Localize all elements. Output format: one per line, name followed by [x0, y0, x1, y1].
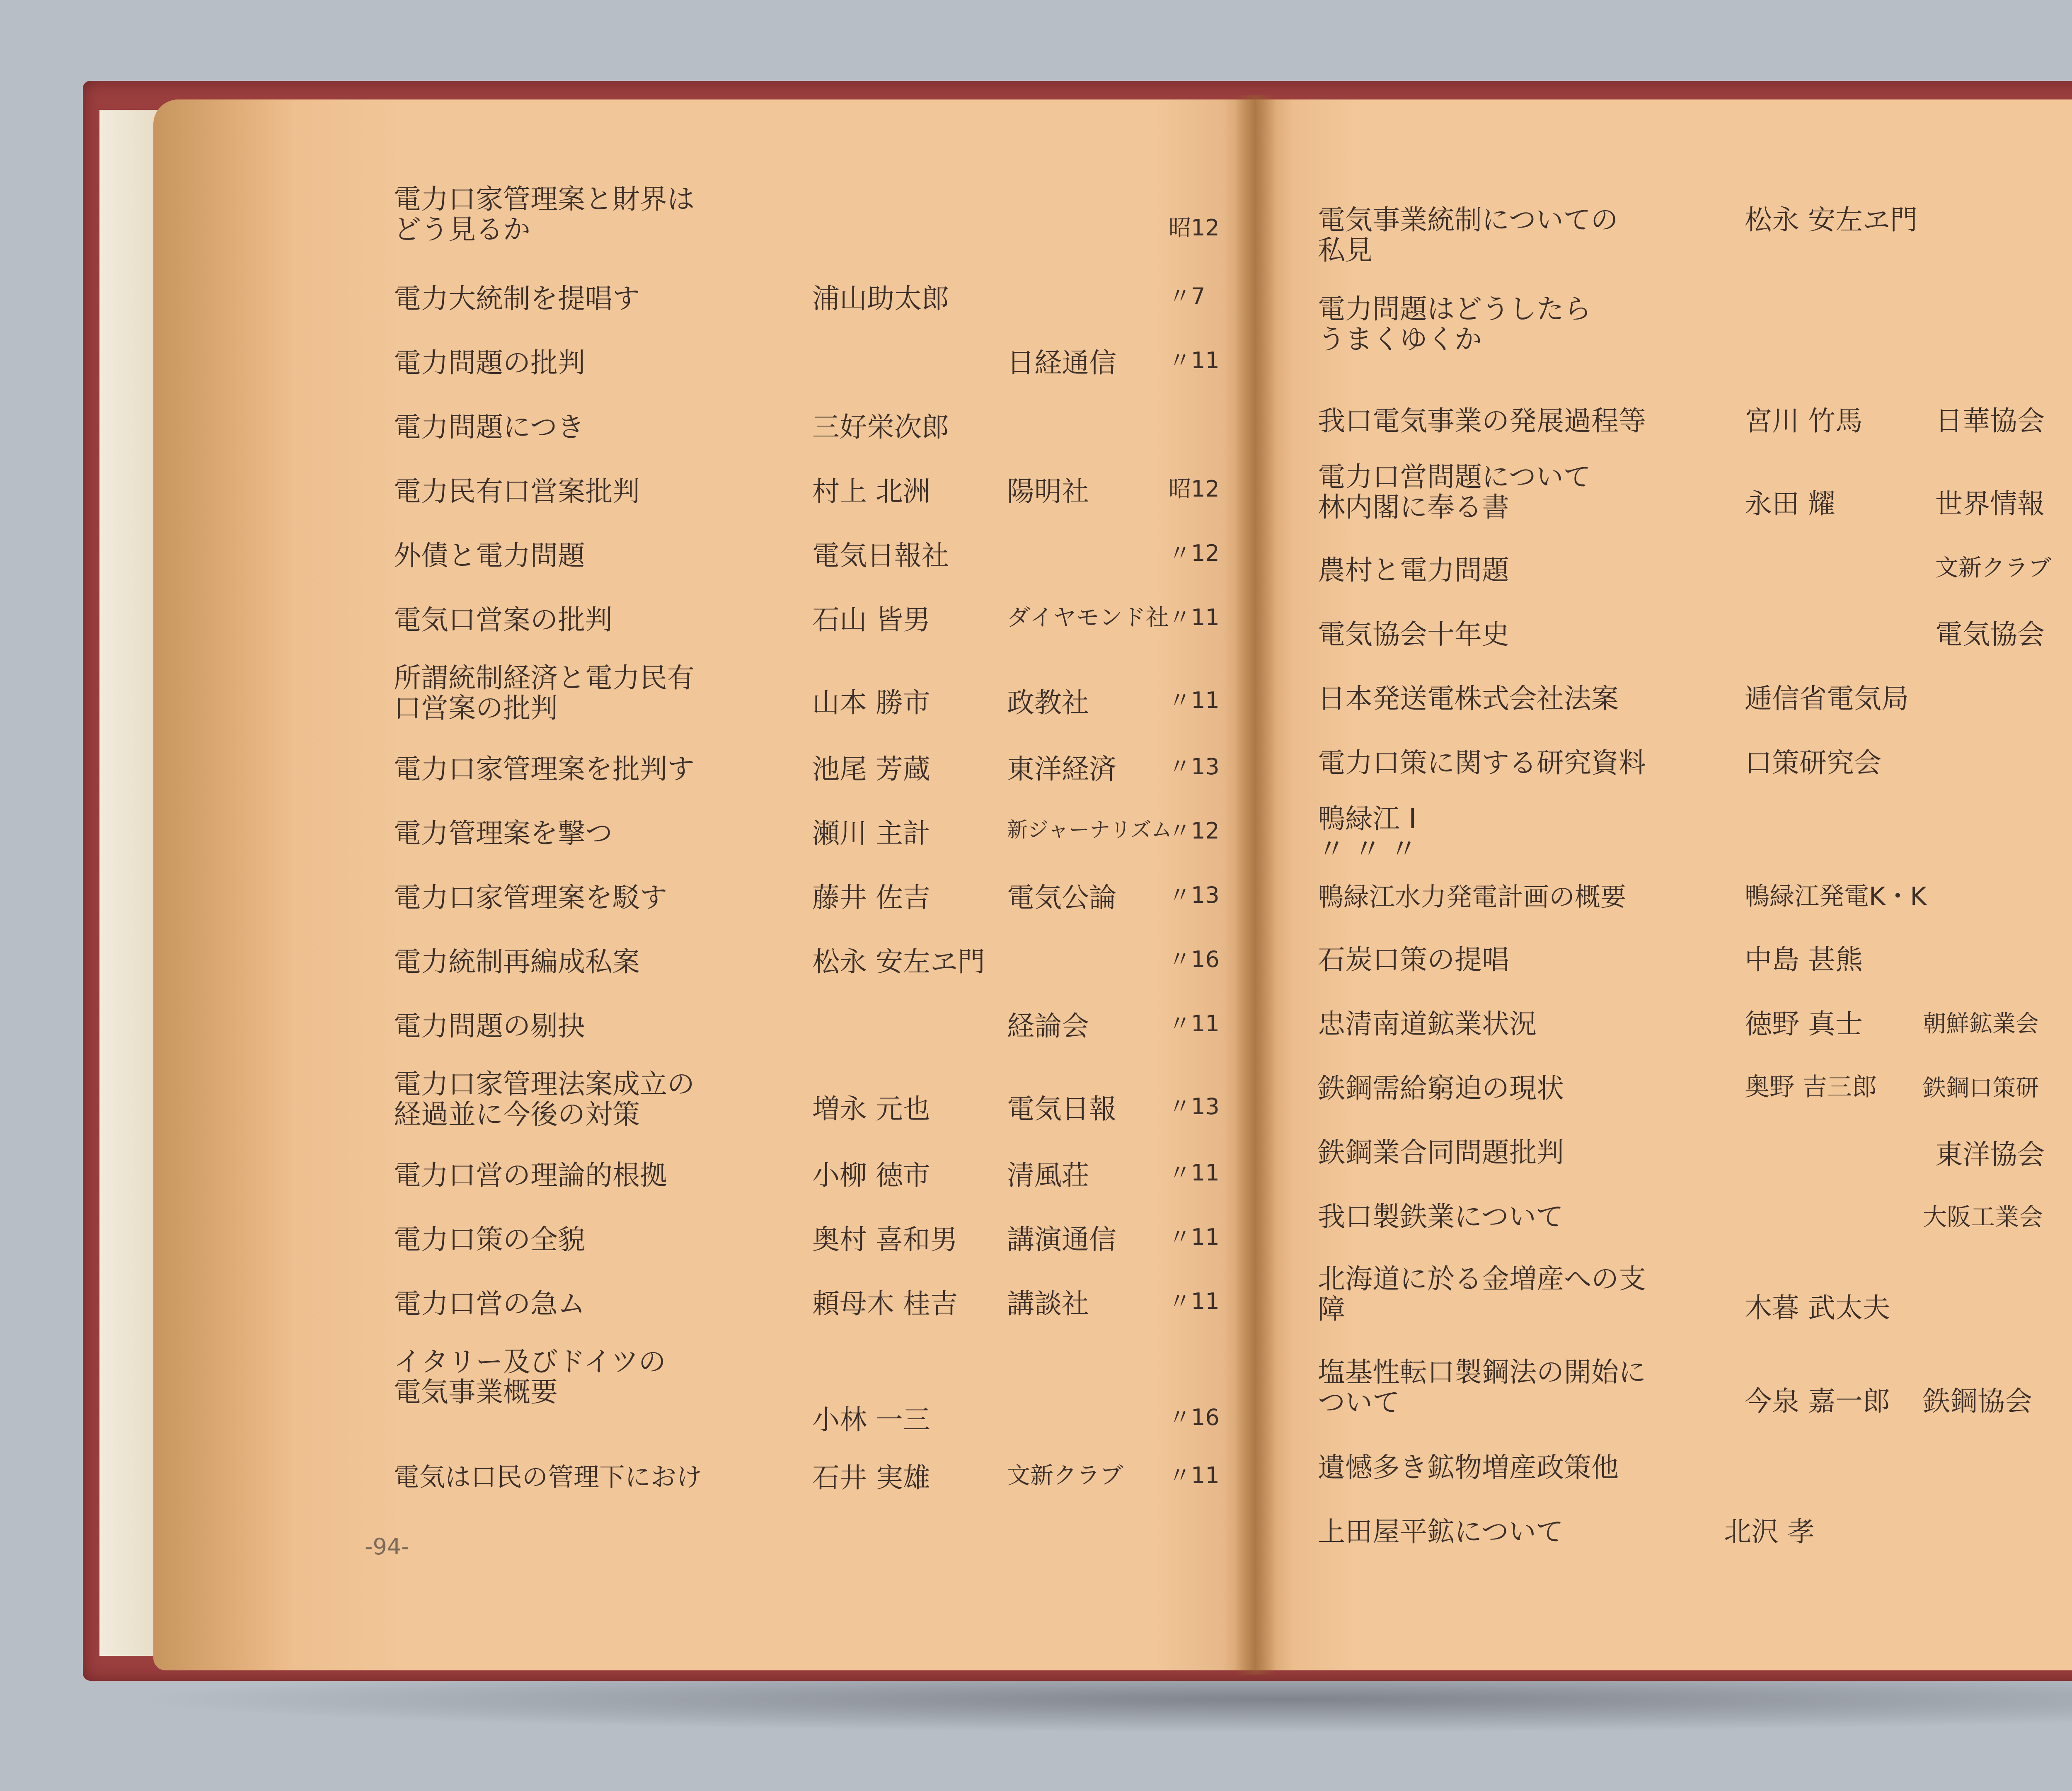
entry-author: 石井 実雄	[812, 1462, 930, 1494]
entry-title: 鴨緑江水力発電計画の概要	[1318, 882, 1627, 912]
entry-publisher: 清風荘	[1007, 1159, 1089, 1191]
entry-publisher: 講演通信	[1007, 1224, 1116, 1255]
entry-publisher: 電気公論	[1007, 882, 1116, 914]
entry-publisher: 朝鮮鉱業会	[1923, 1011, 2039, 1037]
entry-publisher: 日経通信	[1007, 347, 1116, 379]
entry-title: 鉄鋼業合同問題批判	[1318, 1137, 1564, 1168]
entry-title: 日本発送電株式会社法案	[1318, 683, 1619, 715]
entry-date: 昭12	[1169, 215, 1220, 241]
entry-date: 〃13	[1169, 882, 1220, 908]
entry-title: 遺憾多き鉱物増産政策他	[1318, 1452, 1619, 1483]
entry-author: 山本 勝市	[812, 687, 930, 719]
entry-title: 電力問題につき	[394, 411, 585, 443]
entry-title: 電力口家管理法案成立の 経過並に今後の対策	[394, 1068, 695, 1130]
entry-author: 小林 一三	[812, 1404, 930, 1436]
entry-publisher: 鉄鋼口策研	[1923, 1075, 2039, 1102]
entry-date: 昭12	[1169, 476, 1220, 502]
entry-date: 〃11	[1169, 687, 1220, 713]
entry-date: 〃11	[1169, 1011, 1220, 1037]
entry-title: 電力口家管理案を駁す	[394, 882, 667, 914]
entry-date: 〃7	[1169, 283, 1205, 309]
entry-title: 電力問題はどうしたら うまくゆくか	[1318, 293, 1591, 355]
entry-author: 小柳 徳市	[812, 1159, 930, 1191]
entry-date: 〃16	[1169, 1404, 1220, 1430]
entry-title: 所謂統制経済と電力民有 口営案の批判	[394, 662, 695, 724]
entry-publisher: 電気協会	[1935, 618, 2045, 650]
entry-author: 逓信省電気局	[1745, 683, 1909, 715]
entry-date: 〃11	[1169, 1288, 1220, 1314]
entry-publisher: ダイヤモンド社	[1007, 604, 1169, 631]
entry-author: 村上 北洲	[812, 475, 930, 507]
entry-publisher: 講談社	[1007, 1288, 1089, 1320]
entry-author: 三好栄次郎	[812, 411, 949, 443]
entry-title: 塩基性転口製鋼法の開始に ついて	[1318, 1356, 1646, 1418]
entry-title: 我口電気事業の発展過程等	[1318, 405, 1646, 437]
entry-author: 徳野 真士	[1745, 1008, 1863, 1040]
entry-author: 永田 耀	[1745, 488, 1835, 520]
entry-date: 〃11	[1169, 1224, 1220, 1250]
entry-title: 北海道に於る金増産への支 障	[1318, 1263, 1646, 1325]
entry-author: 宮川 竹馬	[1745, 405, 1863, 437]
entry-title: 電力口策の全貌	[394, 1224, 585, 1255]
entry-title: 上田屋平鉱について	[1318, 1516, 1564, 1548]
book-gutter	[1235, 95, 1276, 1675]
entry-publisher: 文新クラブ	[1935, 555, 2051, 582]
entry-date: 〃11	[1169, 1462, 1220, 1488]
entry-publisher: 東洋経済	[1007, 753, 1116, 785]
entry-title: 電気協会十年史	[1318, 618, 1509, 650]
entry-author: 口策研究会	[1745, 747, 1881, 779]
entry-author: 浦山助太郎	[812, 283, 949, 315]
entry-title: 電力口家管理案と財界は どう見るか	[394, 183, 695, 245]
entry-publisher: 世界情報	[1935, 488, 2045, 520]
page-number: -94-	[365, 1534, 409, 1560]
entry-title: 電力口営問題について 林内閣に奉る書	[1318, 461, 1591, 523]
entry-date: 〃12	[1169, 818, 1220, 844]
entry-publisher: 政教社	[1007, 687, 1089, 719]
left-endpaper	[99, 110, 162, 1656]
entry-title: 忠清南道鉱業状況	[1318, 1008, 1537, 1040]
entry-publisher: 電気日報	[1007, 1093, 1116, 1125]
entry-publisher: 大阪工業会	[1923, 1203, 2043, 1231]
entry-author: 頼母木 桂吉	[812, 1288, 958, 1320]
entry-date: 〃13	[1169, 1093, 1220, 1120]
entry-title: 電力問題の剔抉	[394, 1010, 585, 1042]
entry-author: 増永 元也	[812, 1093, 930, 1125]
left-page	[153, 99, 1256, 1670]
entry-title: 電力口営の理論的根拠	[394, 1159, 667, 1191]
entry-author: 電気日報社	[812, 540, 949, 572]
entry-title: 電力口策に関する研究資料	[1318, 747, 1646, 779]
entry-author: 木暮 武太夫	[1745, 1292, 1890, 1324]
entry-author: 今泉 嘉一郎	[1745, 1385, 1890, 1417]
entry-publisher: 文新クラブ	[1007, 1462, 1123, 1489]
entry-title: 電気口営案の批判	[394, 604, 612, 636]
entry-publisher: 経論会	[1007, 1010, 1089, 1042]
entry-title: 電力民有口営案批判	[394, 475, 640, 507]
entry-title: 電力大統制を提唱す	[394, 283, 640, 315]
entry-title: 電力管理案を撃つ	[394, 817, 612, 849]
entry-author: 奥野 吉三郎	[1745, 1073, 1877, 1102]
entry-title: 鉄鋼需給窮迫の現状	[1318, 1072, 1564, 1104]
entry-date: 〃12	[1169, 540, 1220, 566]
entry-author: 池尾 芳蔵	[812, 753, 930, 785]
entry-title: 農村と電力問題	[1318, 554, 1509, 586]
entry-author: 石山 皆男	[812, 604, 930, 636]
entry-date: 〃11	[1169, 347, 1220, 373]
entry-date: 〃11	[1169, 1160, 1220, 1186]
entry-title: 電力問題の批判	[394, 347, 585, 379]
entry-title: 鴨緑江 I 〃 〃 〃	[1318, 803, 1417, 865]
entry-title: 電力口営の急ム	[394, 1288, 585, 1320]
entry-title: 電力統制再編成私案	[394, 946, 640, 978]
entry-publisher: 日華協会	[1935, 405, 2045, 437]
entry-title: 電力口家管理案を批判す	[394, 753, 695, 785]
entry-publisher: 鉄鋼協会	[1923, 1385, 2032, 1417]
entry-author: 中島 甚熊	[1745, 944, 1863, 976]
entry-title: 石炭口策の提唱	[1318, 944, 1509, 976]
entry-publisher: 新ジャーナリズム	[1007, 818, 1172, 842]
entry-publisher: 陽明社	[1007, 475, 1089, 507]
entry-title: 電気は口民の管理下におけ	[394, 1462, 702, 1492]
entry-title: 我口製鉄業について	[1318, 1201, 1564, 1233]
entry-author: 松永 安左ヱ門	[812, 946, 985, 978]
right-page	[1256, 99, 2072, 1670]
entry-author: 藤井 佐吉	[812, 882, 930, 914]
entry-title: 電気事業統制についての 私見	[1318, 204, 1618, 266]
entry-date: 〃16	[1169, 946, 1220, 972]
entry-publisher: 東洋協会	[1935, 1139, 2045, 1171]
entry-author: 鴨緑江発電K・K	[1745, 882, 1927, 911]
entry-author: 瀬川 主計	[812, 817, 930, 849]
entry-author: 北沢 孝	[1724, 1516, 1815, 1548]
entry-title: 外債と電力問題	[394, 540, 585, 572]
entry-date: 〃11	[1169, 604, 1220, 630]
entry-author: 松永 安左ヱ門	[1745, 204, 1917, 236]
entry-title: イタリー及びドイツの 電気事業概要	[394, 1346, 666, 1408]
entry-author: 奥村 喜和男	[812, 1224, 958, 1255]
entry-date: 〃13	[1169, 754, 1220, 780]
